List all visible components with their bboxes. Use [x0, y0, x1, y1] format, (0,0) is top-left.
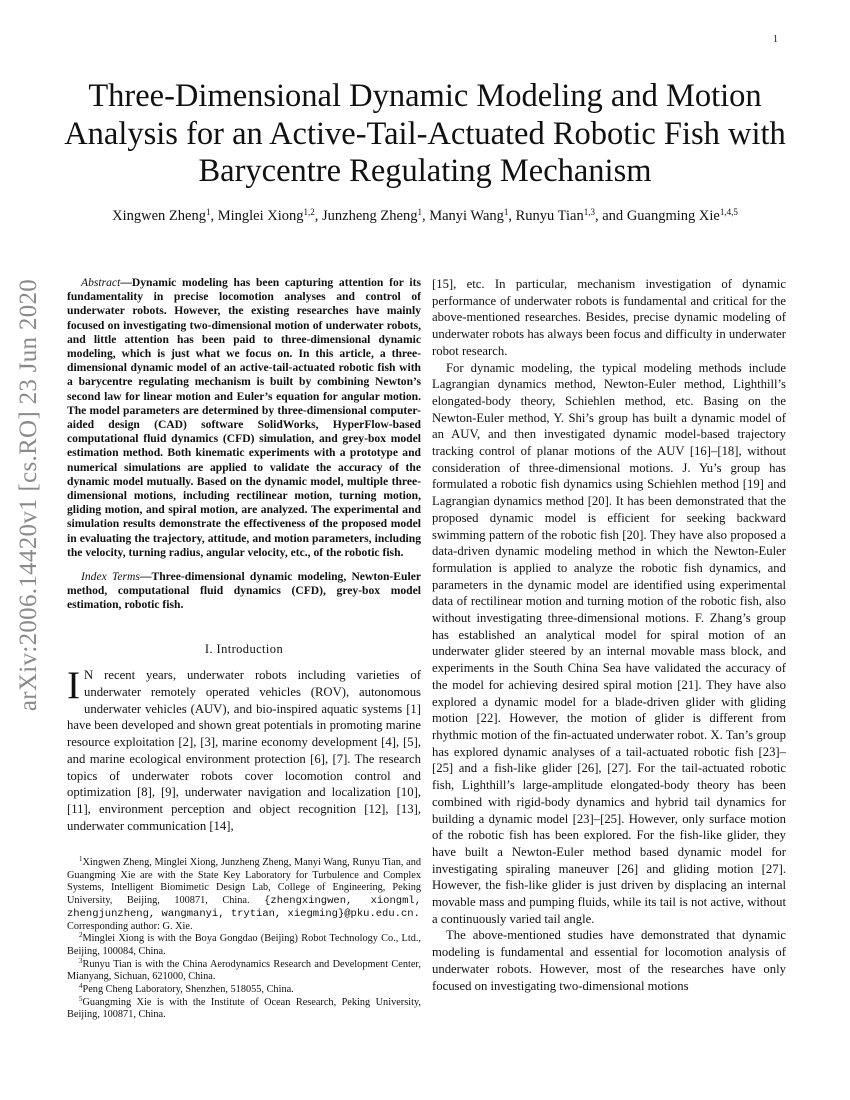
- footnote-text: Guangming Xie is with the Institute of Ocean Research, Peking University, Beijing, 100871, China.: [67, 996, 421, 1021]
- author-name: Xingwen Zheng: [112, 208, 206, 224]
- footnote-mark: 2: [79, 931, 83, 940]
- author-name: Junzheng Zheng: [322, 208, 418, 224]
- footnote-mark: 3: [79, 956, 83, 965]
- footnote-mark: 1: [79, 855, 83, 863]
- body-paragraph: The above-mentioned studies have demonstrated that dynamic modeling is fundamental and essential for locomotion analysis of underwater robots. However, most of the researches have only focused on investigating two-dimensional motions: [432, 928, 786, 993]
- arxiv-sidebar-stamp: [4, 278, 54, 712]
- footnote-2: [67, 933, 421, 958]
- intro-text: N recent years, underwater robots including varieties of underwater remotely operated vehicles (ROV), autonomous underwater vehicles (AUV), and bio-inspired aquatic systems [1] have been developed and shown great potentials in promoting marine resource exploitation [2], [3], marine economy development [4], [5], and marine ecological environment protection [6], [7]. The research topics of underwater robots cover locomotion control and optimization [8], [9], underwater navigation and localization [10], [11], environment perception and object recognition [12], [13], underwater communication [14],: [67, 668, 421, 833]
- author-name: Minglei Xiong: [217, 208, 304, 224]
- footnote-text: Minglei Xiong is with the Boya Gongdao (Beijing) Robot Technology Co., Ltd., Beijing, 100084, China.: [67, 933, 421, 957]
- author-name: Runyu Tian: [515, 208, 584, 224]
- index-terms: [67, 570, 421, 613]
- body-paragraph: For dynamic modeling, the typical modeling methods include Lagrangian dynamics method, Newton-Euler method, Lighthill’s elongated-body theory, Schiehlen method, etc. Basing on the Newton-Euler method, Y. Shi’s group has built a dynamic model of an AUV, and then investigated dynamic model-based trajectory tracking control of planar motions of the AUV [16]–[18], without consideration of three-dimensional motions. J. Yu’s group has formulated a robotic fish dynamics using Schiehlen method [19] and Lagrangian dynamics method [20]. It has been demonstrated that the proposed dynamic model is efficient for seeking backward swimming pattern of the robotic fish [20]. They have also proposed a data-driven dynamic modeling method in which the Newton-Euler formulation is applied to analyze the robotic fish dynamics, and parameters in the dynamic model are identified using experimental data of rectilinear motion and turning motion of the robotic fish, also without investigating three-dimensional motions. F. Zhang’s group has established an analytical model for spiral motion of an underwater glider steered by an internal movable mass block, and experiments in the South China Sea have validated the accuracy of the model for achieving desired spiral motion [21]. They have also explored a dynamic model for a blade-driven glider with gliding motion [22]. However, the motion of glider is different from rhythmic motion of the fin-actuated underwater robot. X. Tan’s group has explored dynamic analyses of a tail-actuated robotic fish [23]–[25] and a fish-like glider [26], [27]. For the tail-actuated robotic fish, Lighthill’s large-amplitude elongated-body theory has been combined with rigid-body dynamics and hybrid tail dynamics for building a dynamic model [23]–[25]. However, only surface motion of the robotic fish has been explored. For the fish-like glider, they have built a Newton-Euler method based dynamic model for investigating spiraling maneuver [26] and gliding motion [27]. However, the fish-like glider is just driven by displacing an internal movable mass and pumping fluids, while its tail is not active, without a continuously varied tail angle.: [432, 360, 786, 926]
- footnote-3: [67, 956, 421, 984]
- author-name: Guangming Xie: [626, 208, 720, 224]
- footnote-mark: 4: [79, 982, 83, 991]
- author-affiliation: 1,3: [583, 207, 595, 217]
- footnote-text: Peng Cheng Laboratory, Shenzhen, 518055, China.: [82, 984, 294, 996]
- footnote-mark: 5: [79, 994, 83, 1003]
- page-number: 1: [773, 34, 778, 45]
- footnote-4: [67, 984, 421, 997]
- footnote-text: Runyu Tian is with the China Aerodynamics Research and Development Center, Mianyang, Sichuan, 621000, China.: [67, 958, 421, 983]
- index-terms-label: Index Terms: [81, 570, 140, 584]
- abstract-text: —Dynamic modeling has been capturing attention for its fundamentality in precise locomotion analyses and control of underwater robots. However, the existing researches have mainly focused on investigating two-dimensional motion of underwater robots, and little attention has been paid to three-dimensional dynamic modeling, which is just what we focus on. In this article, a three-dimensional dynamic model of an active-tail-actuated robotic fish with a barycentre regulating mechanism is built by combining Newton’s second law for linear motion and Euler’s equation for angular motion. The model parameters are determined by three-dimensional computer-aided design (CAD) software SolidWorks, HyperFlow-based computational fluid dynamics (CFD) simulation, and grey-box model estimation method. Both kinematic experiments with a prototype and numerical simulations are applied to validate the accuracy of the dynamic model mutually. Based on the dynamic model, multiple three-dimensional motions, including rectilinear motion, turning motion, gliding motion, and spiral motion, are analyzed. The experimental and simulation results demonstrate the effectiveness of the proposed model in evaluating the trajectory, attitude, and motion parameters, including the velocity, turning radius, angular velocity, etc., of the robotic fish.: [67, 276, 421, 559]
- footnote-text: Xingwen Zheng, Minglei Xiong, Junzheng Zheng, Manyi Wang, Runyu Tian, and Guangming Xie are with the State Key Laboratory for Turbulence and Complex Systems, Intelligent Biomimetic Design Lab, College of Engineering, Peking University, Beijing, 100871, China.: [67, 857, 421, 907]
- author-affiliation: 1: [417, 207, 422, 217]
- drop-cap: I: [67, 664, 80, 708]
- index-terms-text: —Three-dimensional dynamic modeling, Newton-Euler method, computational fluid dynamics (CFD), grey-box model estimation, robotic fish.: [67, 570, 421, 612]
- corresponding-author: Corresponding author: G. Xie.: [67, 920, 193, 932]
- left-column: [67, 276, 421, 834]
- abstract-label: Abstract: [81, 276, 121, 289]
- author-list: Xingwen Zheng$^1$, Minglei Xiong$^{1,2}$, Junzheng Zheng$^1$, Manyi Wang$^1$, Runyu Tian$^{1,3}$, and Guangming Xie$^{1,4,5}$: [112, 207, 738, 224]
- footnotes: [67, 857, 421, 1022]
- intro-paragraph: [67, 664, 421, 834]
- author-affiliation: 1: [503, 207, 509, 217]
- footnote-1: [67, 857, 421, 933]
- arxiv-id: arXiv:2006.14420v1 [cs.RO] 23 Jun 2020: [15, 278, 42, 712]
- author-affiliation: 1,2: [303, 207, 315, 217]
- footnote-5: [67, 994, 421, 1022]
- right-column: [432, 276, 786, 994]
- abstract: [67, 276, 421, 560]
- paper-title: Three-Dimensional Dynamic Modeling and Motion Analysis for an Active-Tail-Actuated Robotic Fish with Barycentre Regulating Mechanism: [64, 78, 786, 189]
- author-name: Manyi Wang: [429, 208, 504, 224]
- body-paragraph: [15], etc. In particular, mechanism investigation of dynamic performance of underwater robots is fundamental and critical for the above-mentioned researches. Besides, precise dynamic modeling of underwater robots has always been focus and difficulty in underwater robot research.: [432, 277, 786, 358]
- section-heading-introduction: I. Introduction: [204, 641, 284, 656]
- author-affiliation: 1,4,5: [719, 207, 738, 217]
- author-affiliation: 1: [205, 207, 211, 217]
- footnote-emails: {zhengxingwen, xiongml, zhengjunzheng, wangmanyi, trytian, xiegming}@pku.edu.cn.: [67, 895, 421, 920]
